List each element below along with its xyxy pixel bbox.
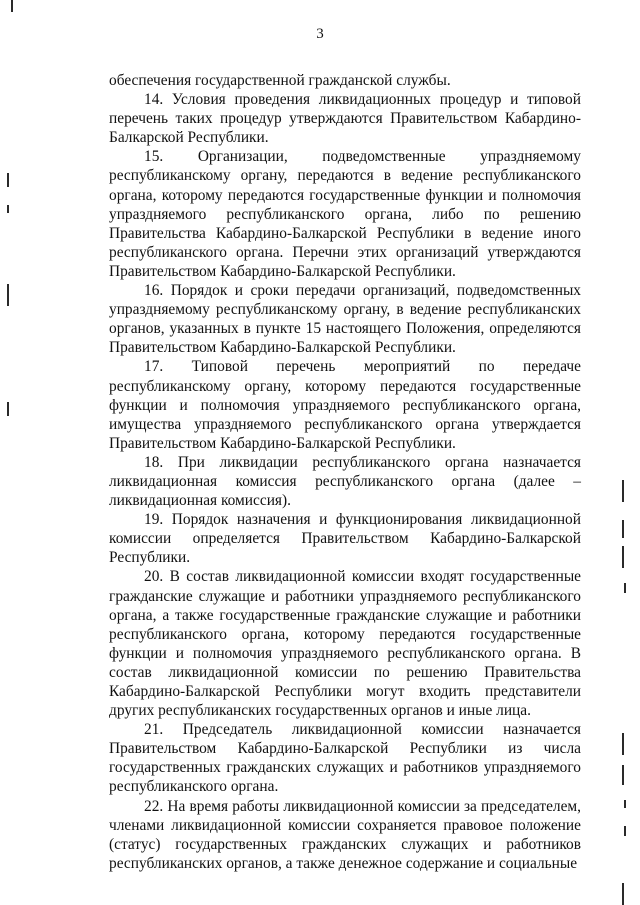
scan-mark [7, 173, 9, 187]
page-number: 3 [316, 26, 324, 42]
scan-mark [622, 883, 624, 905]
paragraph-14: 14. Условия проведения ликвидационных процедур и типовой перечень таких процедур утверждаются Правительством Кабардино-Балкарской Республики. [109, 91, 581, 147]
paragraph-22: 22. На время работы ликвидационной комиссии за председателем, членами ликвидационной комиссии сохраняется правовое положение (статус) государственных гражданских служащих и работников республиканских органов, а также денежное содержание и социальные [109, 797, 581, 872]
scan-mark [624, 826, 626, 836]
paragraph-17: 17. Типовой перечень мероприятий по передаче республиканскому органу, которому передаются государственные функции и полномочия упраздняемого республиканского органа, имущества упраздняемого республиканского органа утверждается Правительством Кабардино-Балкарской Республики. [109, 358, 581, 452]
scan-mark [622, 480, 624, 502]
scan-mark [7, 402, 9, 416]
paragraph-16: 16. Порядок и сроки передачи организаций, подведомственных упраздняемому республиканскому органу, в ведение республиканских органов, указанных в пункте 15 настоящего Положения, определяются Правительством Кабардино-Балкарской Республики. [109, 282, 581, 357]
paragraph-19: 19. Порядок назначения и функционирования ликвидационной комиссии определяется Правительством Кабардино-Балкарской Республики. [109, 511, 581, 567]
scan-mark [622, 733, 624, 755]
scan-mark [622, 765, 624, 785]
scan-mark [11, 0, 13, 12]
scan-mark [7, 284, 9, 306]
document-body [109, 71, 581, 873]
scan-mark [622, 546, 624, 568]
paragraph-18: 18. При ликвидации республиканского органа назначается ликвидационная комиссия республиканского органа (далее – ликвидационная комиссия). [109, 453, 581, 510]
scan-mark [624, 800, 626, 808]
scan-mark [622, 520, 624, 538]
scan-mark [7, 205, 9, 213]
paragraph-21: 21. Председатель ликвидационной комиссии назначается Правительством Кабардино-Балкарской Республики из числа государственных гражданских служащих и работников упраздняемого республиканского органа. [109, 721, 581, 796]
paragraph-15: 15. Организации, подведомственные упраздняемому республиканскому органу, передаются в ведение республиканского органа, которому передаются государственные функции и полномочия упраздняемого республиканского органа, либо по решению Правительства Кабардино-Балкарской Республики в ведение иного республиканского органа. Перечни этих организаций утверждаются Правительством Кабардино-Балкарской Республики. [109, 148, 581, 280]
paragraph-continuation: обеспечения государственной гражданской службы. [109, 72, 451, 89]
scan-mark [624, 583, 626, 593]
paragraph-20: 20. В состав ликвидационной комиссии входят государственные гражданские служащие и работники упраздняемого республиканского органа, а также государственные гражданские служащие и работники республиканского органа, которому передаются государственные функции и полномочия упраздняемого республиканского органа. В состав ликвидационной комиссии по решению Правительства Кабардино-Балкарской Республики могут входить представители других республиканских государственных органов и иные лица. [109, 568, 581, 720]
